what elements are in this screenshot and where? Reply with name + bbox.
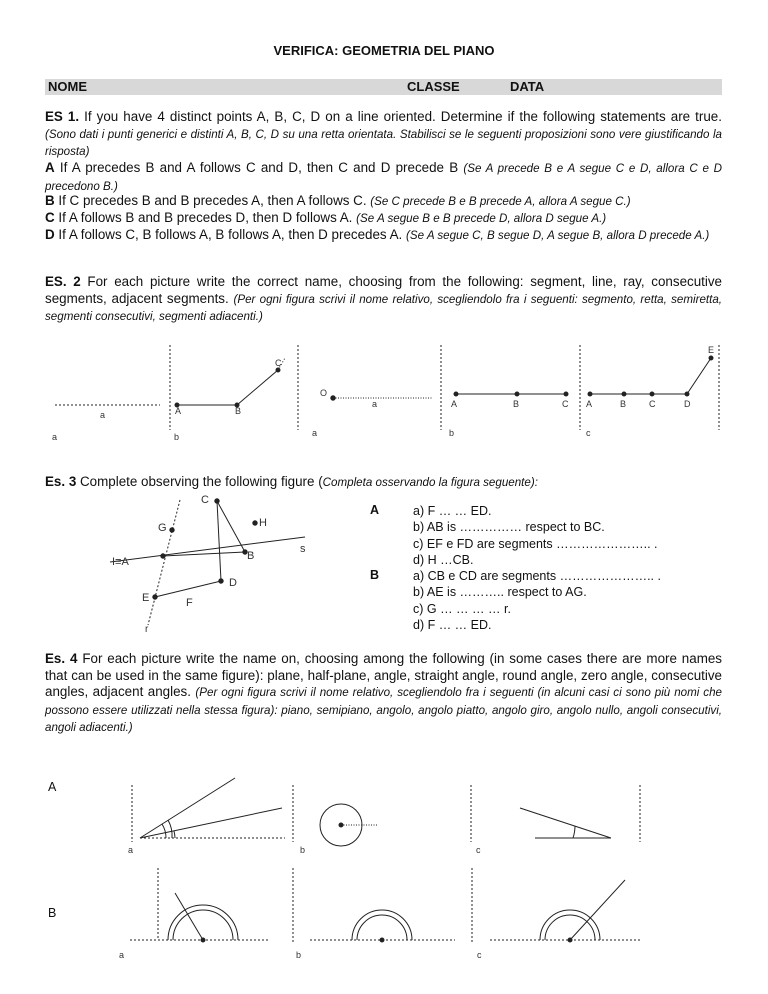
point-label: C <box>275 358 282 368</box>
exercise-4-row-a-label: A <box>48 780 57 794</box>
point-label: O <box>320 388 328 398</box>
page-title: VERIFICA: GEOMETRIA DEL PIANO <box>273 43 495 58</box>
figure-label: b <box>449 428 455 438</box>
point-label: H <box>259 517 267 529</box>
list-item: b) AB is …………… respect to BC. <box>413 520 605 535</box>
point-label: A <box>175 406 182 416</box>
name-field-label: NOME <box>48 79 87 94</box>
point-label: A <box>451 399 458 409</box>
segment-cd <box>217 501 221 581</box>
figure-label: a <box>312 428 318 438</box>
line-r <box>148 500 180 625</box>
line-label: a <box>372 399 378 409</box>
figure-label: b <box>300 845 306 855</box>
segment-ed <box>155 581 221 597</box>
exercise-3-group-a-label: A <box>370 503 380 517</box>
exercise-1-text-italian: (Sono dati i punti generici e distinti A, B, C, D su una retta orientata. Stabilisci se le seguenti proposizioni sono vere giustificando la risposta) <box>45 127 722 158</box>
exercise-1-statement-a: A If A precedes B and A follows C and D, then C and D precede B (Se A precede B e A segue C e D, allora C e D precedono B.) <box>45 160 722 193</box>
line-label: r <box>145 624 149 635</box>
exercise-2-prompt: ES. 2 For each picture write the correct name, choosing from the following: segment, line, ray, consecutive segments, adjacent segments. (Per ogni figura scrivi il nome relativo, scegliendolo fra i seguenti: segmento, retta, semiretta, segmenti consecutivi, segmenti adiacenti.) <box>45 274 723 323</box>
list-item: d) H …CB. <box>413 552 474 567</box>
exercise-3-group-b-label: B <box>370 568 380 582</box>
exercise-1-statement-c: C If A follows B and B precedes D, then D follows A. (Se A segue B e B precede D, allora D segue A.) <box>45 210 607 225</box>
exercise-3-figure <box>110 499 305 625</box>
exercise-1-label: ES 1. <box>45 109 80 124</box>
line-label: s <box>300 543 306 555</box>
date-field-label: DATA <box>510 79 545 94</box>
list-item: c) EF e FD are segments ………………….. . <box>413 536 658 551</box>
segment-de <box>687 358 711 394</box>
list-item: d) F … … ED. <box>413 618 492 633</box>
figure-label: b <box>174 432 180 442</box>
point-label: E <box>142 592 150 604</box>
exercise-4-label: Es. 4 <box>45 651 78 666</box>
exercise-1-text: If you have 4 distinct points A, B, C, D on a line oriented. Determine if the following statements are true. <box>79 109 722 124</box>
exercise-2-figures <box>55 345 719 430</box>
figure-label: a <box>52 432 58 442</box>
point-label: C <box>201 494 209 506</box>
figure-label: a <box>100 410 106 420</box>
exercise-1-statement-d: D If A follows C, B follows A, B follows A, then D precedes A. (Se A segue C, B segue D, A segue B, allora D precede A.) <box>45 227 710 242</box>
point-label: C <box>562 399 569 409</box>
point-label: G <box>158 522 167 534</box>
list-item: a) CB e CD are segments ………………….. . <box>413 569 661 584</box>
point-label: B <box>513 399 520 409</box>
exercise-3-items <box>413 503 661 633</box>
point-label: F <box>186 597 193 609</box>
figure-label: c <box>477 950 482 960</box>
point-label: B <box>247 550 255 562</box>
figure-label: a <box>128 845 134 855</box>
point-label: I≡A <box>112 556 129 568</box>
point-label: B <box>620 399 627 409</box>
line-s <box>110 537 305 562</box>
exercise-3-prompt: Es. 3 Complete observing the following figure (Completa osservando la figura seguente): <box>45 474 538 489</box>
exercise-4-row-b-label: B <box>48 906 57 920</box>
segment-bc <box>237 370 278 405</box>
point-label: C <box>649 399 656 409</box>
exercise-2-label: ES. 2 <box>45 274 81 289</box>
list-item: b) AE is ……….. respect to AG. <box>413 585 587 600</box>
segment-cb <box>217 501 245 552</box>
class-field-label: CLASSE <box>407 79 460 94</box>
figure-label: a <box>119 950 125 960</box>
exercise-4-row-a <box>132 778 640 846</box>
figure-label: c <box>476 845 481 855</box>
point-label: A <box>586 399 593 409</box>
figure-label: b <box>296 950 302 960</box>
exercise-1-statement-b: B If C precedes B and B precedes A, then A follows C. (Se C precede B e B precede A, allora A segue C.) <box>45 193 631 208</box>
list-item: c) G … … … … r. <box>413 601 511 616</box>
exercise-3-label: Es. 3 <box>45 474 77 489</box>
point-label: D <box>229 577 237 589</box>
list-item: a) F … … ED. <box>413 504 492 518</box>
point-label: D <box>684 399 691 409</box>
point-label: B <box>235 406 242 416</box>
point-c <box>276 368 280 372</box>
exercise-4-prompt: Es. 4 For each picture write the name on, choosing among the following (in some cases there are more names that can be used in the same figure): plane, half-plane, angle, straight angle, round angle, zero angle, consecutive angles, adjacent angles. (Per ogni figura scrivi il nome relativo, scegliendolo fra i seguenti (in alcuni casi ci sono più nomi che possono essere utilizzati nella stessa figura): piano, semipiano, angolo, angolo piatto, angolo giro, angolo nullo, angoli consecutivi, angoli adiacenti.) <box>45 651 722 734</box>
point-label: E <box>708 345 715 355</box>
exercise-4-row-b <box>130 868 640 942</box>
figure-label: c <box>586 428 591 438</box>
